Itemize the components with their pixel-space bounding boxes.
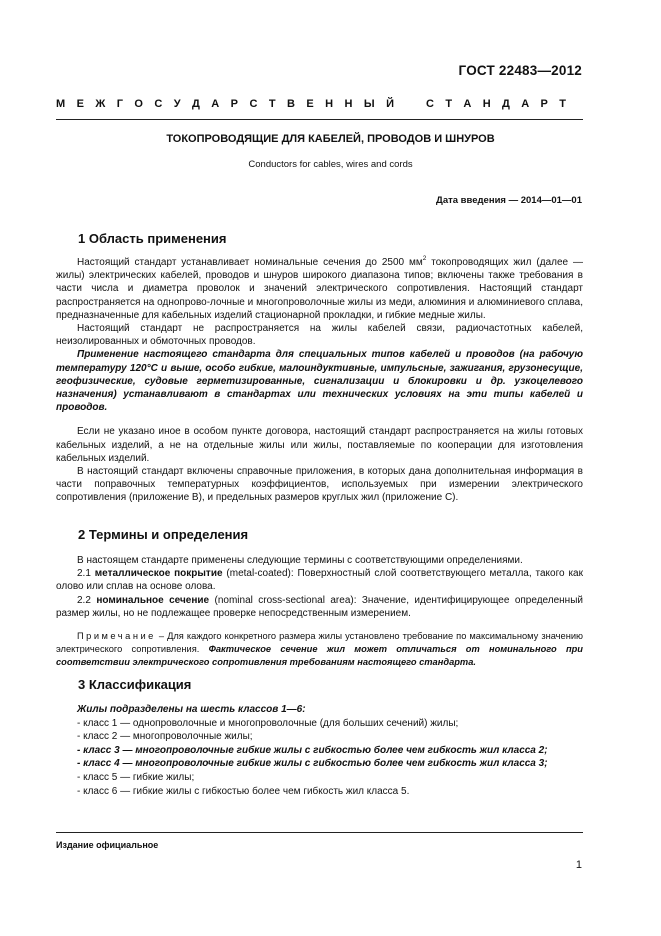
banner-letter: М — [56, 98, 66, 110]
introduction-date: Дата введения — 2014—01—01 — [436, 195, 582, 206]
section-1-heading: 1 Область применения — [78, 231, 227, 246]
banner-letter: А — [521, 98, 530, 110]
section-2-paragraph-1: В настоящем стандарте применены следующие термины с соответствующими определениями. — [77, 555, 523, 566]
class-2-item: - класс 2 — многопроволочные жилы; — [77, 731, 253, 743]
term-2-2: 2.2 номинальное сечение (nominal cross-sectional area): Значение, идентифицирующее определенный размер жилы, но не подлежащее проверке непосредственным измерением. — [56, 594, 583, 619]
banner-letter: С — [426, 98, 434, 110]
banner-letter: Г — [116, 98, 123, 110]
banner-letter: Е — [76, 98, 84, 110]
class-5-item: - класс 5 — гибкие жилы; — [77, 771, 195, 783]
banner-letter: Т — [559, 98, 566, 110]
page-number: 1 — [575, 859, 582, 871]
term-2-1: 2.1 металлическое покрытие (metal-coated): Поверхностный слой соответствующего металла, такого как олово или сплав на основе олова. — [56, 568, 583, 593]
section-1-body — [56, 256, 583, 505]
banner-letter: С — [249, 98, 258, 110]
section-1-paragraph-4: Если не указано иное в особом пункте договора, настоящий стандарт распространяется на жилы готовых кабельных изделий, а не на отдельные жилы или жилы, поставляемые по кооперации для изготовления кабельных изделий. — [56, 426, 583, 464]
document-title-en: Conductors for cables, wires and cords — [248, 159, 413, 170]
banner-letter: Й — [386, 98, 394, 110]
official-edition-label: Издание официальное — [56, 840, 159, 850]
banner-letter: Д — [502, 98, 510, 110]
term-2-2-name: номинальное сечение — [96, 594, 210, 606]
class-6-item: - класс 6 — гибкие жилы с гибкостью более чем гибкость жил класса 5. — [77, 785, 410, 797]
banner-word-interstate — [56, 98, 394, 110]
banner-letter: Р — [540, 98, 548, 110]
banner-letter: Т — [445, 98, 453, 110]
banner-letter: А — [211, 98, 220, 110]
banner-letter: Е — [306, 98, 314, 110]
standard-banner — [56, 98, 566, 110]
banner-letter: С — [154, 98, 163, 110]
bottom-rule — [56, 832, 583, 833]
top-rule — [56, 119, 583, 120]
classes-intro: Жилы подразделены на шесть классов 1—6: — [77, 704, 306, 715]
banner-letter: А — [463, 98, 472, 110]
banner-letter: Н — [325, 98, 334, 110]
section-2-heading: 2 Термины и определения — [78, 527, 249, 542]
gost-identifier: ГОСТ 22483—2012 — [458, 63, 582, 78]
class-3-item: - класс 3 — многопроволочные гибкие жилы с гибкостью более чем гибкость жил класса 2; — [77, 744, 548, 756]
banner-letter: Д — [192, 98, 200, 110]
banner-letter: Ы — [363, 98, 375, 110]
section-2-note: Примечание – Для каждого конкретного размера жилы установлено требование по максимальному значению электрического сопротивления. Фактическое сечение жил может отличаться от номинального при соответствии электрического сопротивления требованиям настоящего стандарта. — [56, 631, 583, 667]
banner-letter: Т — [268, 98, 276, 110]
section-2-body — [56, 554, 583, 668]
class-4-item: - класс 4 — многопроволочные гибкие жилы с гибкостью более чем гибкость жил класса 3; — [77, 758, 548, 770]
banner-letter: Н — [344, 98, 353, 110]
class-1-item: - класс 1 — однопроволочные и многопроволочные (для больших сечений) жилы; — [77, 717, 459, 729]
term-2-1-name: металлическое покрытие — [94, 568, 223, 580]
section-1-paragraph-5: В настоящий стандарт включены справочные приложения, в которых дана дополнительная информация в части поправочных температурных коэффициентов, используемых при измерении электрического сопротивления (приложение В), и предельных размеров круглых жил (приложение С). — [56, 466, 583, 504]
banner-letter: Р — [230, 98, 239, 110]
document-title-ru: ТОКОПРОВОДЯЩИЕ ДЛЯ КАБЕЛЕЙ, ПРОВОДОВ И ШНУРОВ — [166, 133, 495, 145]
section-1-paragraph-1: Настоящий стандарт устанавливает номинальные сечения до 2500 $мм^2$ токопроводящих жил (далее — жилы) электрических кабелей, проводов и шнуров широкого диапазона типов; включены также требования в части числа и диаметра проволок и значений электрического сопротивления. Настоящий стандарт распространяется на однопрово-лочные и многопроволочные жилы из меди, алюминия и алюминиевого сплава, предназначенные для кабельных изделий стационарной прокладки, и гибкие медные жилы. — [56, 255, 583, 321]
section-3-body — [56, 703, 583, 798]
banner-letter: Ж — [95, 98, 106, 110]
banner-letter: У — [173, 98, 181, 110]
section-1-paragraph-2: Настоящий стандарт не распространяется на жилы кабелей связи, радиочастотных кабелей, неизолированных и обмоточных проводов. — [56, 323, 583, 348]
banner-letter: О — [134, 98, 143, 110]
note-label: Примечание — [77, 631, 156, 642]
banner-word-standard — [426, 98, 566, 110]
section-1-paragraph-3: Применение настоящего стандарта для специальных типов кабелей и проводов (на рабочую температуру 120°С и выше, особо гибкие, малоиндуктивные, импульсные, зажигания, грузонесущие, геофизические, судовые герметизированные, сигнализации и блокировки и др. узкоцелевого назначения) устанавливают в стандартах или технических условиях на эти типы кабелей и проводов. — [56, 349, 583, 414]
banner-letter: В — [286, 98, 295, 110]
section-3-heading: 3 Классификация — [78, 677, 192, 692]
banner-letter: Н — [482, 98, 491, 110]
